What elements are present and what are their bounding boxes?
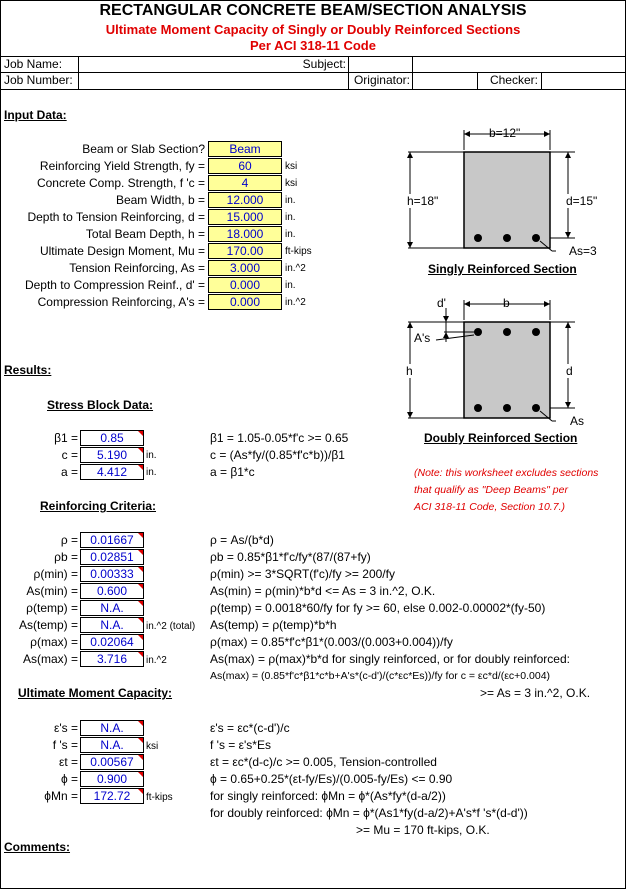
doubly-reinforced-diagram bbox=[400, 290, 626, 430]
diagram2-h-label: h bbox=[406, 364, 413, 378]
header-line-bottom bbox=[0, 89, 626, 90]
rebar-mark bbox=[474, 234, 482, 242]
input-label-fy: Reinforcing Yield Strength, fy = bbox=[39, 159, 205, 173]
job-name-label: Job Name: bbox=[4, 57, 63, 71]
input-data-heading: Input Data: bbox=[4, 108, 67, 122]
phimn-label: ϕMn = bbox=[44, 789, 78, 803]
beam-section-rect bbox=[464, 322, 550, 418]
diagram2-asprime-label: A's bbox=[414, 331, 431, 345]
a-label: a = bbox=[60, 465, 78, 479]
phi-label: ϕ = bbox=[60, 772, 78, 786]
as-unit: in.^2 bbox=[285, 263, 306, 274]
rho-label: ρ = bbox=[60, 533, 78, 547]
originator-label: Originator: bbox=[353, 73, 410, 87]
rhomin-value: 0.00333 bbox=[80, 566, 144, 582]
rebar-mark bbox=[532, 234, 540, 242]
asmax-formula-doubly: As(max) = (0.85*f'c*β1*c*b+A's*(c-d')/(c*εc*Es))/fy for c = εc*d/(εc+0.004) bbox=[210, 670, 551, 682]
rebar-mark bbox=[532, 404, 540, 412]
rhomin-label: ρ(min) = bbox=[33, 567, 78, 581]
asmin-label: As(min) = bbox=[26, 584, 78, 598]
asprime-unit: in.^2 bbox=[285, 297, 306, 308]
esprime-label: ε's = bbox=[54, 721, 78, 735]
astemp-formula: As(temp) = ρ(temp)*b*h bbox=[210, 618, 337, 632]
rhomin-formula: ρ(min) >= 3*SQRT(f'c)/fy >= 200/fy bbox=[210, 567, 395, 581]
fsprime-value: N.A. bbox=[80, 737, 144, 753]
fy-unit: ksi bbox=[285, 161, 298, 172]
beta1-value: 0.85 bbox=[80, 430, 144, 446]
diagram2-as-label: As bbox=[570, 414, 585, 428]
subject-label: Subject: bbox=[302, 57, 346, 71]
a-formula: a = β1*c bbox=[210, 465, 255, 479]
doubly-reinforced-caption: Doubly Reinforced Section bbox=[424, 431, 578, 445]
note-line-1: (Note: this worksheet excludes sections bbox=[414, 467, 599, 479]
asmax-value: 3.716 bbox=[80, 651, 144, 667]
phimn-unit: ft-kips bbox=[146, 792, 173, 803]
asmax-check: >= As = 3 in.^2, O.K. bbox=[480, 686, 591, 700]
rebar-mark bbox=[474, 404, 482, 412]
diagram2-dprime-label: d' bbox=[437, 296, 446, 310]
a-value: 4.412 bbox=[80, 464, 144, 480]
fc-input[interactable]: 4 bbox=[208, 175, 282, 191]
asmin-formula: As(min) = ρ(min)*b*d <= As = 3 in.^2, O.K. bbox=[210, 584, 436, 598]
b-input[interactable]: 12.000 bbox=[208, 192, 282, 208]
input-label-d: Depth to Tension Reinforcing, d = bbox=[27, 210, 205, 224]
et-value: 0.00567 bbox=[80, 754, 144, 770]
phimn-formula-doubly: for doubly reinforced: ϕMn = ϕ*(As1*fy(d-a/2)+A's*f 's*(d-d')) bbox=[210, 806, 528, 820]
astemp-unit: in.^2 (total) bbox=[146, 621, 196, 632]
phi-value: 0.900 bbox=[80, 771, 144, 787]
h-unit: in. bbox=[285, 229, 296, 240]
phimn-check: >= Mu = 170 ft-kips, O.K. bbox=[356, 823, 490, 837]
rebar-mark bbox=[503, 404, 511, 412]
singly-reinforced-caption: Singly Reinforced Section bbox=[428, 262, 577, 276]
rhotemp-value: N.A. bbox=[80, 600, 144, 616]
c-formula: c = (As*fy/(0.85*f'c*b))/β1 bbox=[210, 448, 345, 462]
phimn-value: 172.72 bbox=[80, 788, 144, 804]
input-label-asprime: Compression Reinforcing, A's = bbox=[37, 295, 205, 309]
asmin-value: 0.600 bbox=[80, 583, 144, 599]
fsprime-unit: ksi bbox=[146, 741, 159, 752]
beam-section-rect bbox=[464, 152, 550, 248]
asmax-label: As(max) = bbox=[22, 652, 78, 666]
rebar-mark bbox=[503, 328, 511, 336]
stress-block-heading: Stress Block Data: bbox=[47, 398, 154, 412]
rhomax-formula: ρ(max) = 0.85*f'c*β1*(0.003/(0.003+0.004))/fy bbox=[210, 635, 453, 649]
astemp-label: As(temp) = bbox=[18, 618, 78, 632]
diagram1-as-label: As=3 bbox=[569, 244, 597, 258]
input-label-dprime: Depth to Compression Reinf., d' = bbox=[24, 278, 205, 292]
rhotemp-label: ρ(temp) = bbox=[26, 601, 78, 615]
fy-input[interactable]: 60 bbox=[208, 158, 282, 174]
diagram2-b-label: b bbox=[503, 296, 510, 310]
asmax-unit: in.^2 bbox=[146, 655, 167, 666]
rhomax-value: 0.02064 bbox=[80, 634, 144, 650]
rhob-formula: ρb = 0.85*β1*f'c/fy*(87/(87+fy) bbox=[210, 550, 371, 564]
mu-input[interactable]: 170.00 bbox=[208, 243, 282, 259]
rho-formula: ρ = As/(b*d) bbox=[210, 533, 274, 547]
dprime-input[interactable]: 0.000 bbox=[208, 277, 282, 293]
rhotemp-formula: ρ(temp) = 0.0018*60/fy for fy >= 60, else 0.002-0.00002*(fy-50) bbox=[210, 601, 546, 615]
rebar-mark bbox=[503, 234, 511, 242]
page-subtitle: Ultimate Moment Capacity of Singly or Doubly Reinforced Sections bbox=[105, 22, 521, 37]
job-number-label: Job Number: bbox=[4, 73, 73, 87]
input-label-mu: Ultimate Design Moment, Mu = bbox=[39, 244, 205, 258]
fc-unit: ksi bbox=[285, 178, 298, 189]
d-unit: in. bbox=[285, 212, 296, 223]
dprime-unit: in. bbox=[285, 280, 296, 291]
note-line-3: ACI 318-11 Code, Section 10.7.) bbox=[414, 501, 565, 513]
rhob-value: 0.02851 bbox=[80, 549, 144, 565]
asmax-formula: As(max) = ρ(max)*b*d for singly reinforced, or for doubly reinforced: bbox=[210, 652, 570, 666]
esprime-value: N.A. bbox=[80, 720, 144, 736]
subject-field[interactable] bbox=[414, 57, 622, 71]
c-value: 5.190 bbox=[80, 447, 144, 463]
phi-formula: ϕ = 0.65+0.25*(εt-fy/Es)/(0.005-fy/Es) <= 0.90 bbox=[210, 772, 453, 786]
as-input[interactable]: 3.000 bbox=[208, 260, 282, 276]
input-label-section-type: Beam or Slab Section? bbox=[82, 142, 205, 156]
rebar-mark bbox=[532, 328, 540, 336]
b-unit: in. bbox=[285, 195, 296, 206]
h-input[interactable]: 18.000 bbox=[208, 226, 282, 242]
d-input[interactable]: 15.000 bbox=[208, 209, 282, 225]
code-reference: Per ACI 318-11 Code bbox=[250, 38, 376, 53]
input-label-b: Beam Width, b = bbox=[115, 193, 205, 207]
beta1-formula: β1 = 1.05-0.05*f'c >= 0.65 bbox=[210, 431, 349, 445]
fsprime-formula: f 's = ε's*Es bbox=[210, 738, 271, 752]
checker-field[interactable] bbox=[543, 73, 623, 87]
ultimate-moment-heading: Ultimate Moment Capacity: bbox=[18, 686, 173, 700]
checker-label: Checker: bbox=[489, 73, 538, 87]
results-heading: Results: bbox=[4, 363, 52, 377]
esprime-formula: ε's = εc*(c-d')/c bbox=[210, 721, 290, 735]
rhob-label: ρb = bbox=[54, 550, 78, 564]
et-label: εt = bbox=[58, 755, 78, 769]
diagram1-b-label: b=12" bbox=[489, 126, 521, 140]
beta1-label: β1 = bbox=[54, 431, 78, 445]
c-label: c = bbox=[61, 448, 78, 462]
c-unit: in. bbox=[146, 450, 157, 461]
input-label-fc: Concrete Comp. Strength, f 'c = bbox=[36, 176, 205, 190]
et-formula: εt = εc*(d-c)/c >= 0.005, Tension-controlled bbox=[210, 755, 437, 769]
input-label-h: Total Beam Depth, h = bbox=[85, 227, 205, 241]
rhomax-label: ρ(max) = bbox=[30, 635, 78, 649]
a-unit: in. bbox=[146, 467, 157, 478]
input-label-as: Tension Reinforcing, As = bbox=[69, 261, 205, 275]
diagram2-d-label: d bbox=[566, 364, 573, 378]
rho-value: 0.01667 bbox=[80, 532, 144, 548]
diagram1-h-label: h=18" bbox=[407, 194, 439, 208]
page-title: RECTANGULAR CONCRETE BEAM/SECTION ANALYSIS bbox=[99, 2, 527, 19]
rebar-mark bbox=[474, 328, 482, 336]
asprime-input[interactable]: 0.000 bbox=[208, 294, 282, 310]
mu-unit: ft-kips bbox=[285, 246, 312, 257]
astemp-value: N.A. bbox=[80, 617, 144, 633]
reinforcing-criteria-heading: Reinforcing Criteria: bbox=[40, 499, 157, 513]
section-type-input[interactable]: Beam bbox=[208, 141, 282, 157]
phimn-formula: for singly reinforced: ϕMn = ϕ*(As*fy*(d-a/2)) bbox=[210, 789, 446, 803]
note-line-2: that qualify as "Deep Beams" per bbox=[414, 484, 568, 496]
comments-heading: Comments: bbox=[4, 840, 71, 854]
fsprime-label: f 's = bbox=[52, 738, 78, 752]
diagram1-d-label: d=15" bbox=[566, 194, 598, 208]
